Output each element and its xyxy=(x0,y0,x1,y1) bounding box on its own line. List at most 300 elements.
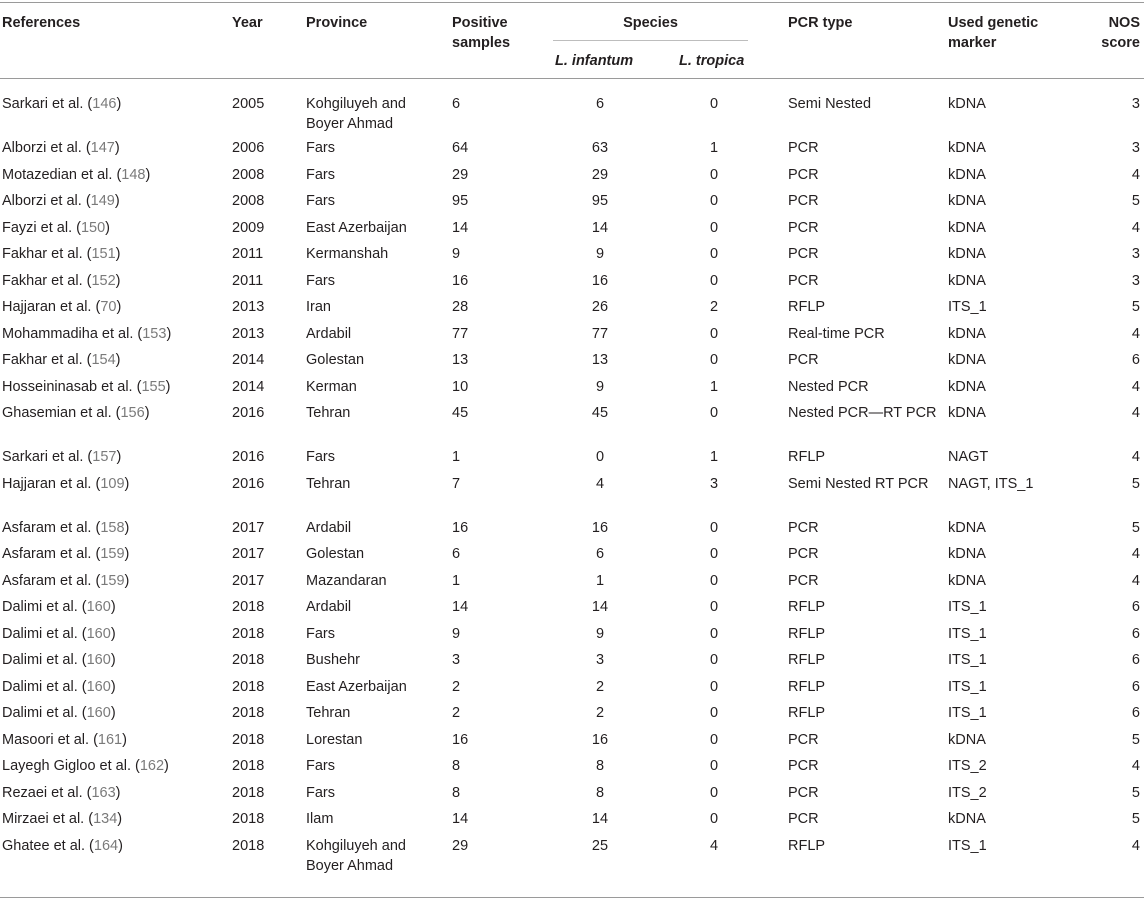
cell-genetic-marker: NAGT, ITS_1 xyxy=(948,475,1034,492)
cell-genetic-marker: ITS_1 xyxy=(948,625,987,642)
cell-l-tropica: 1 xyxy=(709,449,719,465)
cell-l-tropica: 0 xyxy=(709,599,719,615)
cell-reference xyxy=(2,756,227,776)
cell-year: 2018 xyxy=(232,705,265,721)
cell-l-tropica: 3 xyxy=(709,475,719,492)
cell-province: Ardabil xyxy=(306,519,352,536)
reference-author: Asfaram et al. ( xyxy=(2,519,101,536)
citation-close-paren: ) xyxy=(116,96,122,112)
citation-close-paren: ) xyxy=(117,811,123,827)
top-rule xyxy=(0,2,1144,3)
cell-pcr-type: PCR xyxy=(788,758,819,774)
cell-reference xyxy=(2,474,227,494)
reference-author: Fakhar et al. ( xyxy=(2,246,92,262)
citation-link[interactable]: 159 xyxy=(100,572,125,589)
citation-close-paren: ) xyxy=(116,449,122,465)
header-l-tropica: L. tropica xyxy=(679,53,745,69)
cell-province: Fars xyxy=(306,784,335,801)
cell-nos-score: 4 xyxy=(1131,325,1140,342)
cell-positive-samples: 64 xyxy=(452,140,469,156)
cell-l-tropica: 1 xyxy=(709,378,719,395)
citation-close-paren: ) xyxy=(124,519,130,536)
citation-link[interactable]: 164 xyxy=(93,837,119,854)
cell-nos-score: 4 xyxy=(1131,405,1140,421)
citation-link[interactable]: 148 xyxy=(121,166,146,183)
cell-l-infantum: 63 xyxy=(591,140,609,156)
citation-close-paren: ) xyxy=(118,837,123,854)
cell-year: 2018 xyxy=(232,758,265,774)
citation-close-paren: ) xyxy=(110,705,116,721)
cell-reference xyxy=(2,165,227,185)
citation-close-paren: ) xyxy=(116,299,122,315)
cell-l-tropica: 4 xyxy=(709,837,719,854)
cell-l-infantum: 13 xyxy=(591,352,609,368)
citation-link[interactable]: 109 xyxy=(100,475,125,492)
citation-close-paren: ) xyxy=(115,246,121,262)
cell-genetic-marker: ITS_2 xyxy=(948,758,987,774)
header-province: Province xyxy=(306,15,368,31)
cell-pcr-type: Nested PCR xyxy=(788,378,869,395)
reference-author: Fakhar et al. ( xyxy=(2,272,92,289)
cell-pcr-type: RFLP xyxy=(788,299,826,315)
cell-genetic-marker: kDNA xyxy=(948,572,986,589)
cell-positive-samples: 95 xyxy=(452,193,469,209)
reference-author: Hajjaran et al. ( xyxy=(2,475,101,492)
cell-l-infantum: 6 xyxy=(595,96,605,112)
cell-l-infantum: 26 xyxy=(591,299,609,315)
cell-year: 2018 xyxy=(232,837,265,854)
cell-genetic-marker: kDNA xyxy=(948,519,986,536)
cell-genetic-marker: ITS_1 xyxy=(948,599,987,615)
cell-nos-score: 6 xyxy=(1131,625,1140,642)
cell-reference xyxy=(2,703,227,723)
cell-l-infantum: 9 xyxy=(595,625,605,642)
header-nos-score: NOS score xyxy=(1101,15,1140,51)
reference-author: Fayzi et al. ( xyxy=(2,219,81,236)
cell-province: Golestan xyxy=(306,546,365,562)
cell-genetic-marker: ITS_1 xyxy=(948,652,987,668)
header-year: Year xyxy=(232,15,263,31)
cell-genetic-marker: kDNA xyxy=(948,325,986,342)
cell-l-tropica: 0 xyxy=(709,352,719,368)
cell-l-tropica: 0 xyxy=(709,625,719,642)
cell-reference xyxy=(2,677,227,697)
cell-year: 2018 xyxy=(232,678,265,695)
cell-positive-samples: 16 xyxy=(452,519,469,536)
citation-link[interactable]: 153 xyxy=(142,325,167,342)
cell-pcr-type: PCR xyxy=(788,352,819,368)
cell-l-tropica: 0 xyxy=(709,405,719,421)
header-pcr-type: PCR type xyxy=(788,15,853,31)
cell-l-tropica: 0 xyxy=(709,193,719,209)
cell-province: Fars xyxy=(306,449,335,465)
cell-pcr-type: RFLP xyxy=(788,625,826,642)
cell-reference xyxy=(2,350,227,370)
cell-province: Kerman xyxy=(306,378,357,395)
cell-pcr-type: RFLP xyxy=(788,705,826,721)
header-positive-samples: Positive samples xyxy=(452,15,511,51)
cell-genetic-marker: kDNA xyxy=(948,140,986,156)
cell-year: 2005 xyxy=(232,96,265,112)
cell-positive-samples: 29 xyxy=(452,166,469,183)
cell-positive-samples: 14 xyxy=(452,219,469,236)
cell-reference xyxy=(2,138,227,158)
cell-reference xyxy=(2,783,227,803)
cell-l-infantum: 0 xyxy=(595,449,605,465)
cell-l-tropica: 2 xyxy=(709,299,719,315)
cell-l-tropica: 0 xyxy=(709,784,719,801)
citation-link[interactable]: 151 xyxy=(91,246,116,262)
cell-genetic-marker: kDNA xyxy=(948,352,986,368)
bottom-rule xyxy=(0,897,1144,898)
cell-l-tropica: 0 xyxy=(709,519,719,536)
reference-author: Hajjaran et al. ( xyxy=(2,299,101,315)
cell-reference xyxy=(2,650,227,670)
cell-pcr-type: PCR xyxy=(788,731,819,748)
reference-author: Mohammadiha et al. ( xyxy=(2,325,143,342)
cell-reference xyxy=(2,271,227,291)
cell-positive-samples: 28 xyxy=(452,299,469,315)
cell-reference xyxy=(2,94,227,114)
header-l-infantum: L. infantum xyxy=(555,53,634,69)
cell-genetic-marker: ITS_1 xyxy=(948,705,987,721)
citation-link[interactable]: 147 xyxy=(90,140,115,156)
citation-link[interactable]: 154 xyxy=(91,352,116,368)
cell-positive-samples: 14 xyxy=(452,811,469,827)
citation-close-paren: ) xyxy=(110,652,116,668)
cell-genetic-marker: kDNA xyxy=(948,193,986,209)
cell-positive-samples: 77 xyxy=(452,325,469,342)
reference-author: Layegh Gigloo et al. ( xyxy=(2,758,140,774)
cell-year: 2014 xyxy=(232,378,265,395)
cell-province: Fars xyxy=(306,758,335,774)
cell-reference xyxy=(2,597,227,617)
cell-province: East Azerbaijan xyxy=(306,678,407,695)
cell-l-tropica: 0 xyxy=(709,219,719,236)
cell-province: Ardabil xyxy=(306,325,352,342)
cell-l-infantum: 8 xyxy=(595,784,605,801)
cell-reference xyxy=(2,730,227,750)
cell-nos-score: 5 xyxy=(1131,731,1140,748)
cell-nos-score: 4 xyxy=(1131,546,1140,562)
citation-link[interactable]: 163 xyxy=(91,784,116,801)
cell-genetic-marker: kDNA xyxy=(948,219,986,236)
cell-l-infantum: 4 xyxy=(595,475,605,492)
reference-author: Dalimi et al. ( xyxy=(2,599,87,615)
cell-positive-samples: 8 xyxy=(452,758,461,774)
citation-link[interactable]: 134 xyxy=(93,811,118,827)
cell-year: 2017 xyxy=(232,572,265,589)
cell-nos-score: 3 xyxy=(1131,96,1140,112)
cell-l-infantum: 77 xyxy=(591,325,609,342)
cell-l-tropica: 0 xyxy=(709,166,719,183)
cell-l-tropica: 0 xyxy=(709,811,719,827)
citation-link[interactable]: 156 xyxy=(120,405,145,421)
cell-province: Fars xyxy=(306,140,335,156)
cell-l-infantum: 14 xyxy=(591,599,609,615)
cell-reference xyxy=(2,544,227,564)
cell-year: 2006 xyxy=(232,140,265,156)
cell-nos-score: 4 xyxy=(1131,758,1140,774)
cell-province: Mazandaran xyxy=(306,572,387,589)
cell-positive-samples: 2 xyxy=(452,705,461,721)
cell-l-tropica: 0 xyxy=(709,246,719,262)
cell-genetic-marker: kDNA xyxy=(948,546,986,562)
citation-link[interactable]: 157 xyxy=(92,449,117,465)
cell-reference xyxy=(2,403,227,423)
cell-positive-samples: 6 xyxy=(452,546,461,562)
cell-province: Tehran xyxy=(306,405,351,421)
cell-year: 2014 xyxy=(232,352,265,368)
citation-close-paren: ) xyxy=(124,475,130,492)
cell-genetic-marker: kDNA xyxy=(948,246,986,262)
citation-link[interactable]: 162 xyxy=(139,758,165,774)
citation-link[interactable]: 160 xyxy=(86,705,111,721)
citation-link[interactable]: 70 xyxy=(100,299,117,315)
reference-author: Sarkari et al. ( xyxy=(2,449,93,465)
cell-nos-score: 6 xyxy=(1131,705,1140,721)
cell-l-tropica: 0 xyxy=(709,546,719,562)
cell-pcr-type: RFLP xyxy=(788,678,826,695)
reference-author: Dalimi et al. ( xyxy=(2,678,87,695)
citation-close-paren: ) xyxy=(114,140,120,156)
cell-pcr-type: PCR xyxy=(788,246,819,262)
cell-pcr-type: Nested PCR—RT PCR xyxy=(788,405,937,421)
cell-l-tropica: 0 xyxy=(709,272,719,289)
citation-close-paren: ) xyxy=(105,219,111,236)
cell-province: Iran xyxy=(306,299,331,315)
cell-province: Ardabil xyxy=(306,599,352,615)
reference-author: Fakhar et al. ( xyxy=(2,352,92,368)
cell-nos-score: 3 xyxy=(1131,246,1140,262)
cell-province: Tehran xyxy=(306,475,351,492)
cell-l-infantum: 1 xyxy=(595,572,605,589)
cell-province: Fars xyxy=(306,193,335,209)
cell-genetic-marker: NAGT xyxy=(948,449,989,465)
reference-author: Alborzi et al. ( xyxy=(2,193,91,209)
cell-genetic-marker: kDNA xyxy=(948,405,986,421)
cell-positive-samples: 45 xyxy=(452,405,469,421)
citation-link[interactable]: 149 xyxy=(90,193,115,209)
cell-year: 2018 xyxy=(232,599,265,615)
cell-reference xyxy=(2,191,227,211)
cell-pcr-type: RFLP xyxy=(788,449,826,465)
cell-l-infantum: 45 xyxy=(591,405,609,421)
cell-genetic-marker: ITS_1 xyxy=(948,299,987,315)
cell-year: 2008 xyxy=(232,166,265,183)
citation-close-paren: ) xyxy=(122,731,127,748)
cell-nos-score: 5 xyxy=(1131,299,1140,315)
citation-close-paren: ) xyxy=(115,272,121,289)
cell-l-tropica: 0 xyxy=(709,572,719,589)
header-species: Species xyxy=(623,15,678,31)
cell-l-tropica: 0 xyxy=(709,678,719,695)
header-used-genetic-marker: Used genetic marker xyxy=(948,15,1039,51)
cell-positive-samples: 14 xyxy=(452,599,469,615)
cell-l-tropica: 0 xyxy=(709,652,719,668)
cell-reference xyxy=(2,518,227,538)
cell-l-infantum: 9 xyxy=(595,246,605,262)
cell-positive-samples: 3 xyxy=(452,652,461,668)
reference-author: Hosseininasab et al. ( xyxy=(2,378,142,395)
cell-nos-score: 6 xyxy=(1131,678,1140,695)
cell-year: 2018 xyxy=(232,652,265,668)
cell-province: Golestan xyxy=(306,352,365,368)
cell-l-tropica: 1 xyxy=(709,140,719,156)
cell-l-infantum: 25 xyxy=(591,837,609,854)
citation-close-paren: ) xyxy=(124,572,130,589)
citation-close-paren: ) xyxy=(144,405,150,421)
cell-year: 2011 xyxy=(232,272,264,289)
cell-l-infantum: 14 xyxy=(591,219,609,236)
cell-year: 2016 xyxy=(232,475,265,492)
cell-province: East Azerbaijan xyxy=(306,219,407,236)
cell-positive-samples: 6 xyxy=(452,96,461,112)
cell-positive-samples: 16 xyxy=(452,731,469,748)
cell-year: 2013 xyxy=(232,299,265,315)
cell-l-tropica: 0 xyxy=(709,325,719,342)
cell-nos-score: 5 xyxy=(1131,811,1140,827)
cell-l-infantum: 6 xyxy=(595,546,605,562)
cell-pcr-type: PCR xyxy=(788,784,819,801)
cell-l-infantum: 14 xyxy=(591,811,609,827)
citation-link[interactable]: 160 xyxy=(86,625,111,642)
cell-reference xyxy=(2,324,227,344)
citation-close-paren: ) xyxy=(166,325,172,342)
cell-province: Tehran xyxy=(306,705,351,721)
reference-author: Ghatee et al. ( xyxy=(2,837,94,854)
cell-province: Fars xyxy=(306,625,335,642)
cell-nos-score: 4 xyxy=(1131,572,1140,589)
cell-province: Ilam xyxy=(306,811,334,827)
cell-year: 2018 xyxy=(232,625,265,642)
cell-pcr-type: PCR xyxy=(788,519,819,536)
cell-positive-samples: 9 xyxy=(452,246,461,262)
citation-close-paren: ) xyxy=(110,678,116,695)
cell-pcr-type: PCR xyxy=(788,219,819,236)
reference-author: Dalimi et al. ( xyxy=(2,652,87,668)
cell-positive-samples: 10 xyxy=(452,378,469,395)
cell-nos-score: 5 xyxy=(1131,193,1140,209)
citation-link[interactable]: 159 xyxy=(100,546,125,562)
cell-year: 2018 xyxy=(232,731,265,748)
citation-close-paren: ) xyxy=(114,193,120,209)
citation-link[interactable]: 150 xyxy=(80,219,106,236)
citation-close-paren: ) xyxy=(145,166,151,183)
cell-year: 2017 xyxy=(232,519,265,536)
citation-link[interactable]: 146 xyxy=(92,96,117,112)
cell-nos-score: 4 xyxy=(1131,378,1140,395)
cell-year: 2016 xyxy=(232,405,265,421)
cell-reference xyxy=(2,244,227,264)
cell-pcr-type: PCR xyxy=(788,546,819,562)
cell-genetic-marker: kDNA xyxy=(948,731,986,748)
citation-link[interactable]: 158 xyxy=(100,519,125,536)
cell-l-infantum: 95 xyxy=(591,193,609,209)
cell-genetic-marker: kDNA xyxy=(948,272,986,289)
cell-l-infantum: 16 xyxy=(591,519,609,536)
cell-province: Kermanshah xyxy=(306,246,389,262)
cell-l-infantum: 2 xyxy=(595,705,605,721)
cell-l-tropica: 0 xyxy=(709,705,719,721)
cell-nos-score: 3 xyxy=(1131,272,1140,289)
cell-nos-score: 5 xyxy=(1131,475,1140,492)
cell-year: 2013 xyxy=(232,325,265,342)
citation-link[interactable]: 160 xyxy=(86,652,111,668)
cell-positive-samples: 7 xyxy=(452,475,461,492)
cell-nos-score: 4 xyxy=(1131,219,1140,236)
reference-author: Sarkari et al. ( xyxy=(2,96,93,112)
citation-close-paren: ) xyxy=(115,352,121,368)
cell-year: 2016 xyxy=(232,449,265,465)
cell-positive-samples: 1 xyxy=(452,572,461,589)
cell-reference xyxy=(2,624,227,644)
cell-reference xyxy=(2,447,227,467)
cell-province: Kohgiluyeh and Boyer Ahmad xyxy=(306,837,406,874)
cell-year: 2018 xyxy=(232,811,265,827)
citation-link[interactable]: 161 xyxy=(97,731,123,748)
cell-positive-samples: 8 xyxy=(452,784,461,801)
cell-nos-score: 6 xyxy=(1131,652,1140,668)
cell-pcr-type: Real-time PCR xyxy=(788,325,885,342)
cell-pcr-type: PCR xyxy=(788,193,819,209)
citation-link[interactable]: 152 xyxy=(91,272,116,289)
cell-province: Lorestan xyxy=(306,731,363,748)
header-references: References xyxy=(2,15,81,31)
cell-reference xyxy=(2,809,227,829)
header-rule xyxy=(0,78,1144,79)
cell-nos-score: 4 xyxy=(1131,166,1140,183)
cell-province: Kohgiluyeh and Boyer Ahmad xyxy=(306,96,406,132)
citation-close-paren: ) xyxy=(124,546,130,562)
cell-reference xyxy=(2,571,227,591)
cell-year: 2011 xyxy=(232,246,264,262)
citation-close-paren: ) xyxy=(115,784,121,801)
cell-l-infantum: 9 xyxy=(595,378,605,395)
citation-close-paren: ) xyxy=(110,599,116,615)
cell-pcr-type: RFLP xyxy=(788,837,826,854)
citation-link[interactable]: 155 xyxy=(141,378,166,395)
cell-pcr-type: PCR xyxy=(788,166,819,183)
cell-reference xyxy=(2,836,227,856)
cell-genetic-marker: ITS_1 xyxy=(948,678,987,695)
cell-year: 2009 xyxy=(232,219,265,236)
species-underline xyxy=(553,40,748,41)
reference-author: Alborzi et al. ( xyxy=(2,140,91,156)
cell-positive-samples: 9 xyxy=(452,625,461,642)
cell-year: 2008 xyxy=(232,193,265,209)
cell-pcr-type: Semi Nested RT PCR xyxy=(788,475,929,492)
cell-positive-samples: 1 xyxy=(452,449,461,465)
cell-pcr-type: Semi Nested xyxy=(788,96,872,112)
cell-l-tropica: 0 xyxy=(709,96,719,112)
cell-reference xyxy=(2,218,227,238)
cell-l-tropica: 0 xyxy=(709,758,719,774)
cell-nos-score: 6 xyxy=(1131,599,1140,615)
cell-genetic-marker: kDNA xyxy=(948,378,986,395)
cell-nos-score: 4 xyxy=(1131,449,1140,465)
cell-pcr-type: PCR xyxy=(788,272,819,289)
citation-link[interactable]: 160 xyxy=(86,678,111,695)
reference-author: Dalimi et al. ( xyxy=(2,625,87,642)
cell-l-infantum: 29 xyxy=(591,166,609,183)
cell-pcr-type: RFLP xyxy=(788,599,826,615)
citation-link[interactable]: 160 xyxy=(86,599,111,615)
cell-year: 2018 xyxy=(232,784,265,801)
cell-genetic-marker: kDNA xyxy=(948,96,986,112)
cell-pcr-type: PCR xyxy=(788,811,819,827)
reference-author: Asfaram et al. ( xyxy=(2,546,101,562)
